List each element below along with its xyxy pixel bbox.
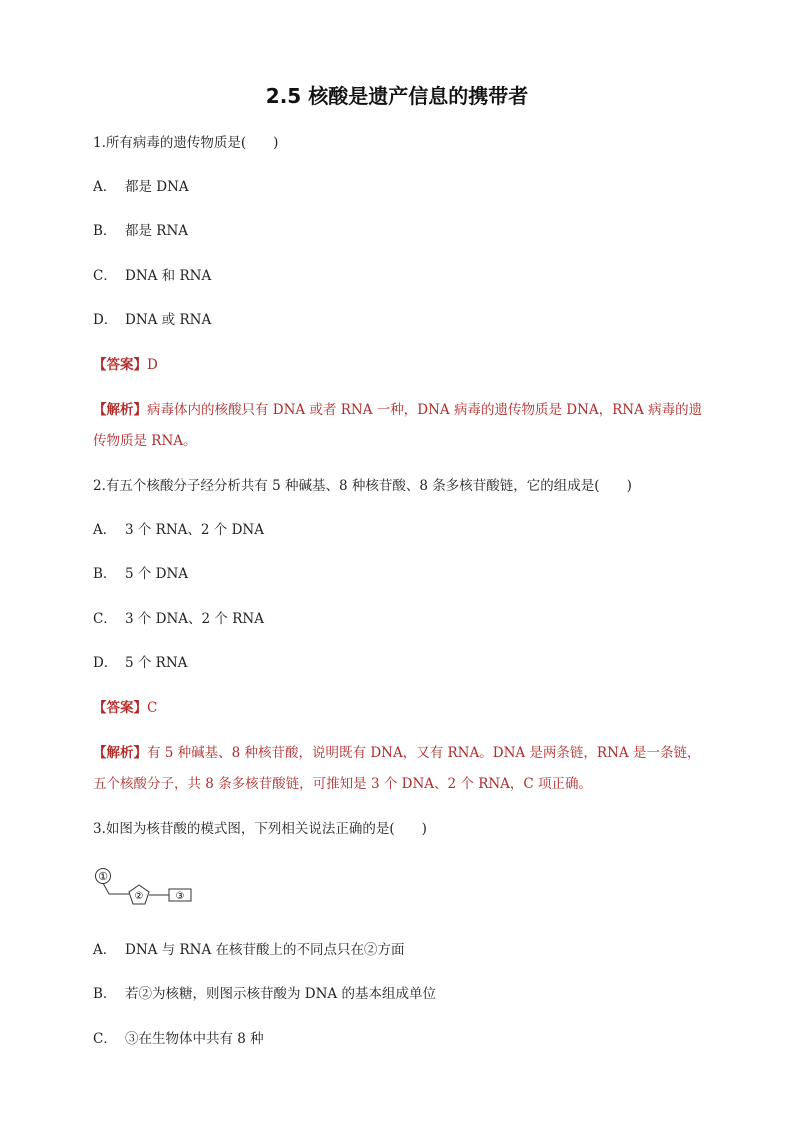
question-1-option-d bbox=[93, 311, 211, 329]
explain-tag: 【解析】 bbox=[93, 402, 147, 418]
option-text: ③在生物体中共有 8 种 bbox=[125, 1031, 264, 1047]
question-1-answer bbox=[93, 356, 158, 374]
option-letter: D． bbox=[93, 312, 118, 328]
question-3-option-a bbox=[93, 941, 405, 959]
explain-text: 病毒体内的核酸只有 DNA 或者 RNA 一种，DNA 病毒的遗传物质是 DNA，RNA 病毒的遗传物质是 RNA。 bbox=[93, 402, 703, 449]
label-2: ② bbox=[134, 891, 144, 902]
question-3-option-c bbox=[93, 1030, 264, 1048]
option-text: 若②为核糖，则图示核苷酸为 DNA 的基本组成单位 bbox=[125, 986, 436, 1002]
question-2-stem: 2.有五个核酸分子经分析共有 5 种碱基、8 种核苷酸、8 条多核苷酸链，它的组成是( ) bbox=[93, 478, 632, 494]
question-3-option-b bbox=[93, 985, 436, 1003]
option-letter: C． bbox=[93, 611, 117, 627]
option-letter: B． bbox=[93, 986, 117, 1002]
answer-tag: 【答案】 bbox=[93, 700, 147, 716]
option-text: 3 个 RNA、2 个 DNA bbox=[125, 522, 264, 538]
option-text: DNA 与 RNA 在核苷酸上的不同点只在②方面 bbox=[125, 942, 405, 958]
question-2-explanation bbox=[93, 738, 705, 800]
question-1-stem: 1.所有病毒的遗传物质是( ) bbox=[93, 135, 279, 151]
question-2-option-d bbox=[93, 654, 187, 672]
page-title: 2.5 核酸是遗产信息的携带者 bbox=[265, 84, 529, 108]
option-letter: A． bbox=[93, 179, 117, 195]
question-1-option-c bbox=[93, 267, 211, 285]
label-3: ③ bbox=[175, 891, 185, 902]
option-letter: B． bbox=[93, 223, 117, 239]
option-letter: A． bbox=[93, 522, 117, 538]
question-1-explanation bbox=[93, 395, 705, 457]
answer-tag: 【答案】 bbox=[93, 357, 147, 373]
option-text: 都是 RNA bbox=[125, 223, 189, 239]
question-2-option-c bbox=[93, 610, 264, 628]
option-text: 3 个 DNA、2 个 RNA bbox=[125, 611, 264, 627]
option-text: 5 个 DNA bbox=[125, 566, 189, 582]
answer-value: D bbox=[147, 357, 158, 373]
option-text: DNA 和 RNA bbox=[125, 268, 212, 284]
explain-tag: 【解析】 bbox=[93, 745, 147, 761]
nucleotide-diagram bbox=[93, 866, 203, 914]
option-letter: C． bbox=[93, 268, 117, 284]
option-letter: D． bbox=[93, 655, 118, 671]
option-text: 5 个 RNA bbox=[125, 655, 188, 671]
option-letter: A． bbox=[93, 942, 117, 958]
question-3-stem: 3.如图为核苷酸的模式图，下列相关说法正确的是( ) bbox=[93, 821, 427, 837]
question-2-answer bbox=[93, 699, 157, 717]
phosphate-sugar-bond bbox=[103, 883, 109, 894]
question-2-option-a bbox=[93, 521, 264, 539]
explain-text: 有 5 种碱基、8 种核苷酸，说明既有 DNA，又有 RNA。DNA 是两条链，RNA 是一条链，五个核酸分子，共 8 条多核苷酸链，可推知是 3 个 DNA、2 个 RNA，C 项正确。 bbox=[93, 745, 701, 792]
question-2-option-b bbox=[93, 565, 188, 583]
label-1: ① bbox=[98, 870, 108, 883]
option-text: 都是 DNA bbox=[125, 179, 189, 195]
answer-value: C bbox=[147, 700, 158, 716]
question-1-option-a bbox=[93, 178, 189, 196]
question-1-option-b bbox=[93, 222, 188, 240]
option-text: DNA 或 RNA bbox=[125, 312, 212, 328]
option-letter: C． bbox=[93, 1031, 117, 1047]
option-letter: B． bbox=[93, 566, 117, 582]
